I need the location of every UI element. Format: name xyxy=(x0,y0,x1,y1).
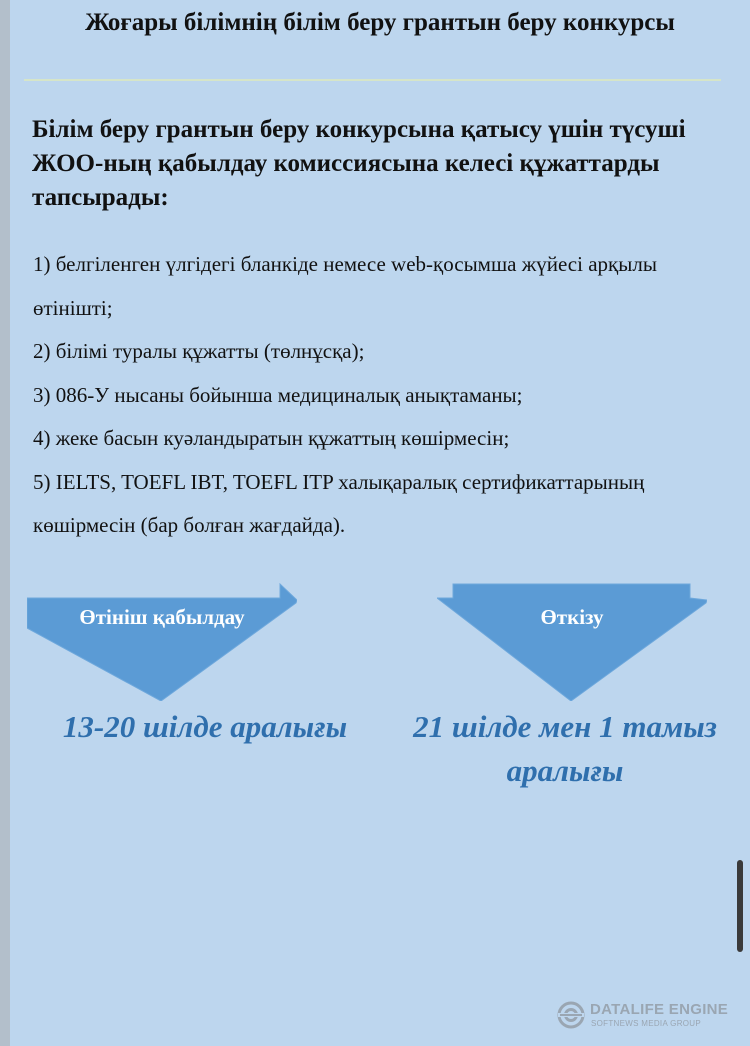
stage-period: 21 шілде мен 1 тамыз аралығы xyxy=(413,709,717,788)
stage-arrow-applications xyxy=(27,583,297,701)
stage-label: Өтініш қабылдау xyxy=(79,605,245,629)
requirement-item: 1) белгіленген үлгідегі бланкіде немесе web-қосымша жүйесі арқылы өтінішті; xyxy=(33,252,657,320)
brand-subtitle: SOFTNEWS MEDIA GROUP xyxy=(591,1019,702,1028)
down-arrow-shape xyxy=(437,583,707,701)
stage-arrow-conduct xyxy=(437,583,707,701)
stage-label: Өткізу xyxy=(540,605,604,629)
title-divider xyxy=(24,79,721,81)
down-arrow-shape xyxy=(27,583,297,701)
page-title: Жоғары білімнің білім беру грантын беру конкурсы xyxy=(85,9,675,36)
intro-text: Білім беру грантын беру конкурсына қатысу үшін түсуші ЖОО-ның қабылдау комиссиясына келесі құжаттарды тапсырады: xyxy=(32,116,686,211)
datalife-branding xyxy=(556,998,736,1032)
requirement-item: 2) білімі туралы құжатты (төлнұсқа); xyxy=(33,339,365,363)
left-edge-strip xyxy=(0,0,10,1046)
requirement-item: 3) 086-У нысаны бойынша медициналық анықтаманы; xyxy=(33,382,523,407)
datalife-logo-icon xyxy=(556,1000,586,1030)
scrollbar-thumb[interactable] xyxy=(737,860,743,952)
requirement-item: 5) IELTS, TOEFL IBT, TOEFL ITP халықаралық сертификаттарының көшірмесін (бар болған жағдайда). xyxy=(33,469,645,537)
requirement-item: 4) жеке басын куәландыратын құжаттың көшірмесін; xyxy=(33,426,510,450)
stage-period: 13-20 шілде аралығы xyxy=(62,709,348,744)
brand-name: DATALIFE ENGINE xyxy=(590,1001,729,1018)
requirements-list xyxy=(33,243,723,548)
